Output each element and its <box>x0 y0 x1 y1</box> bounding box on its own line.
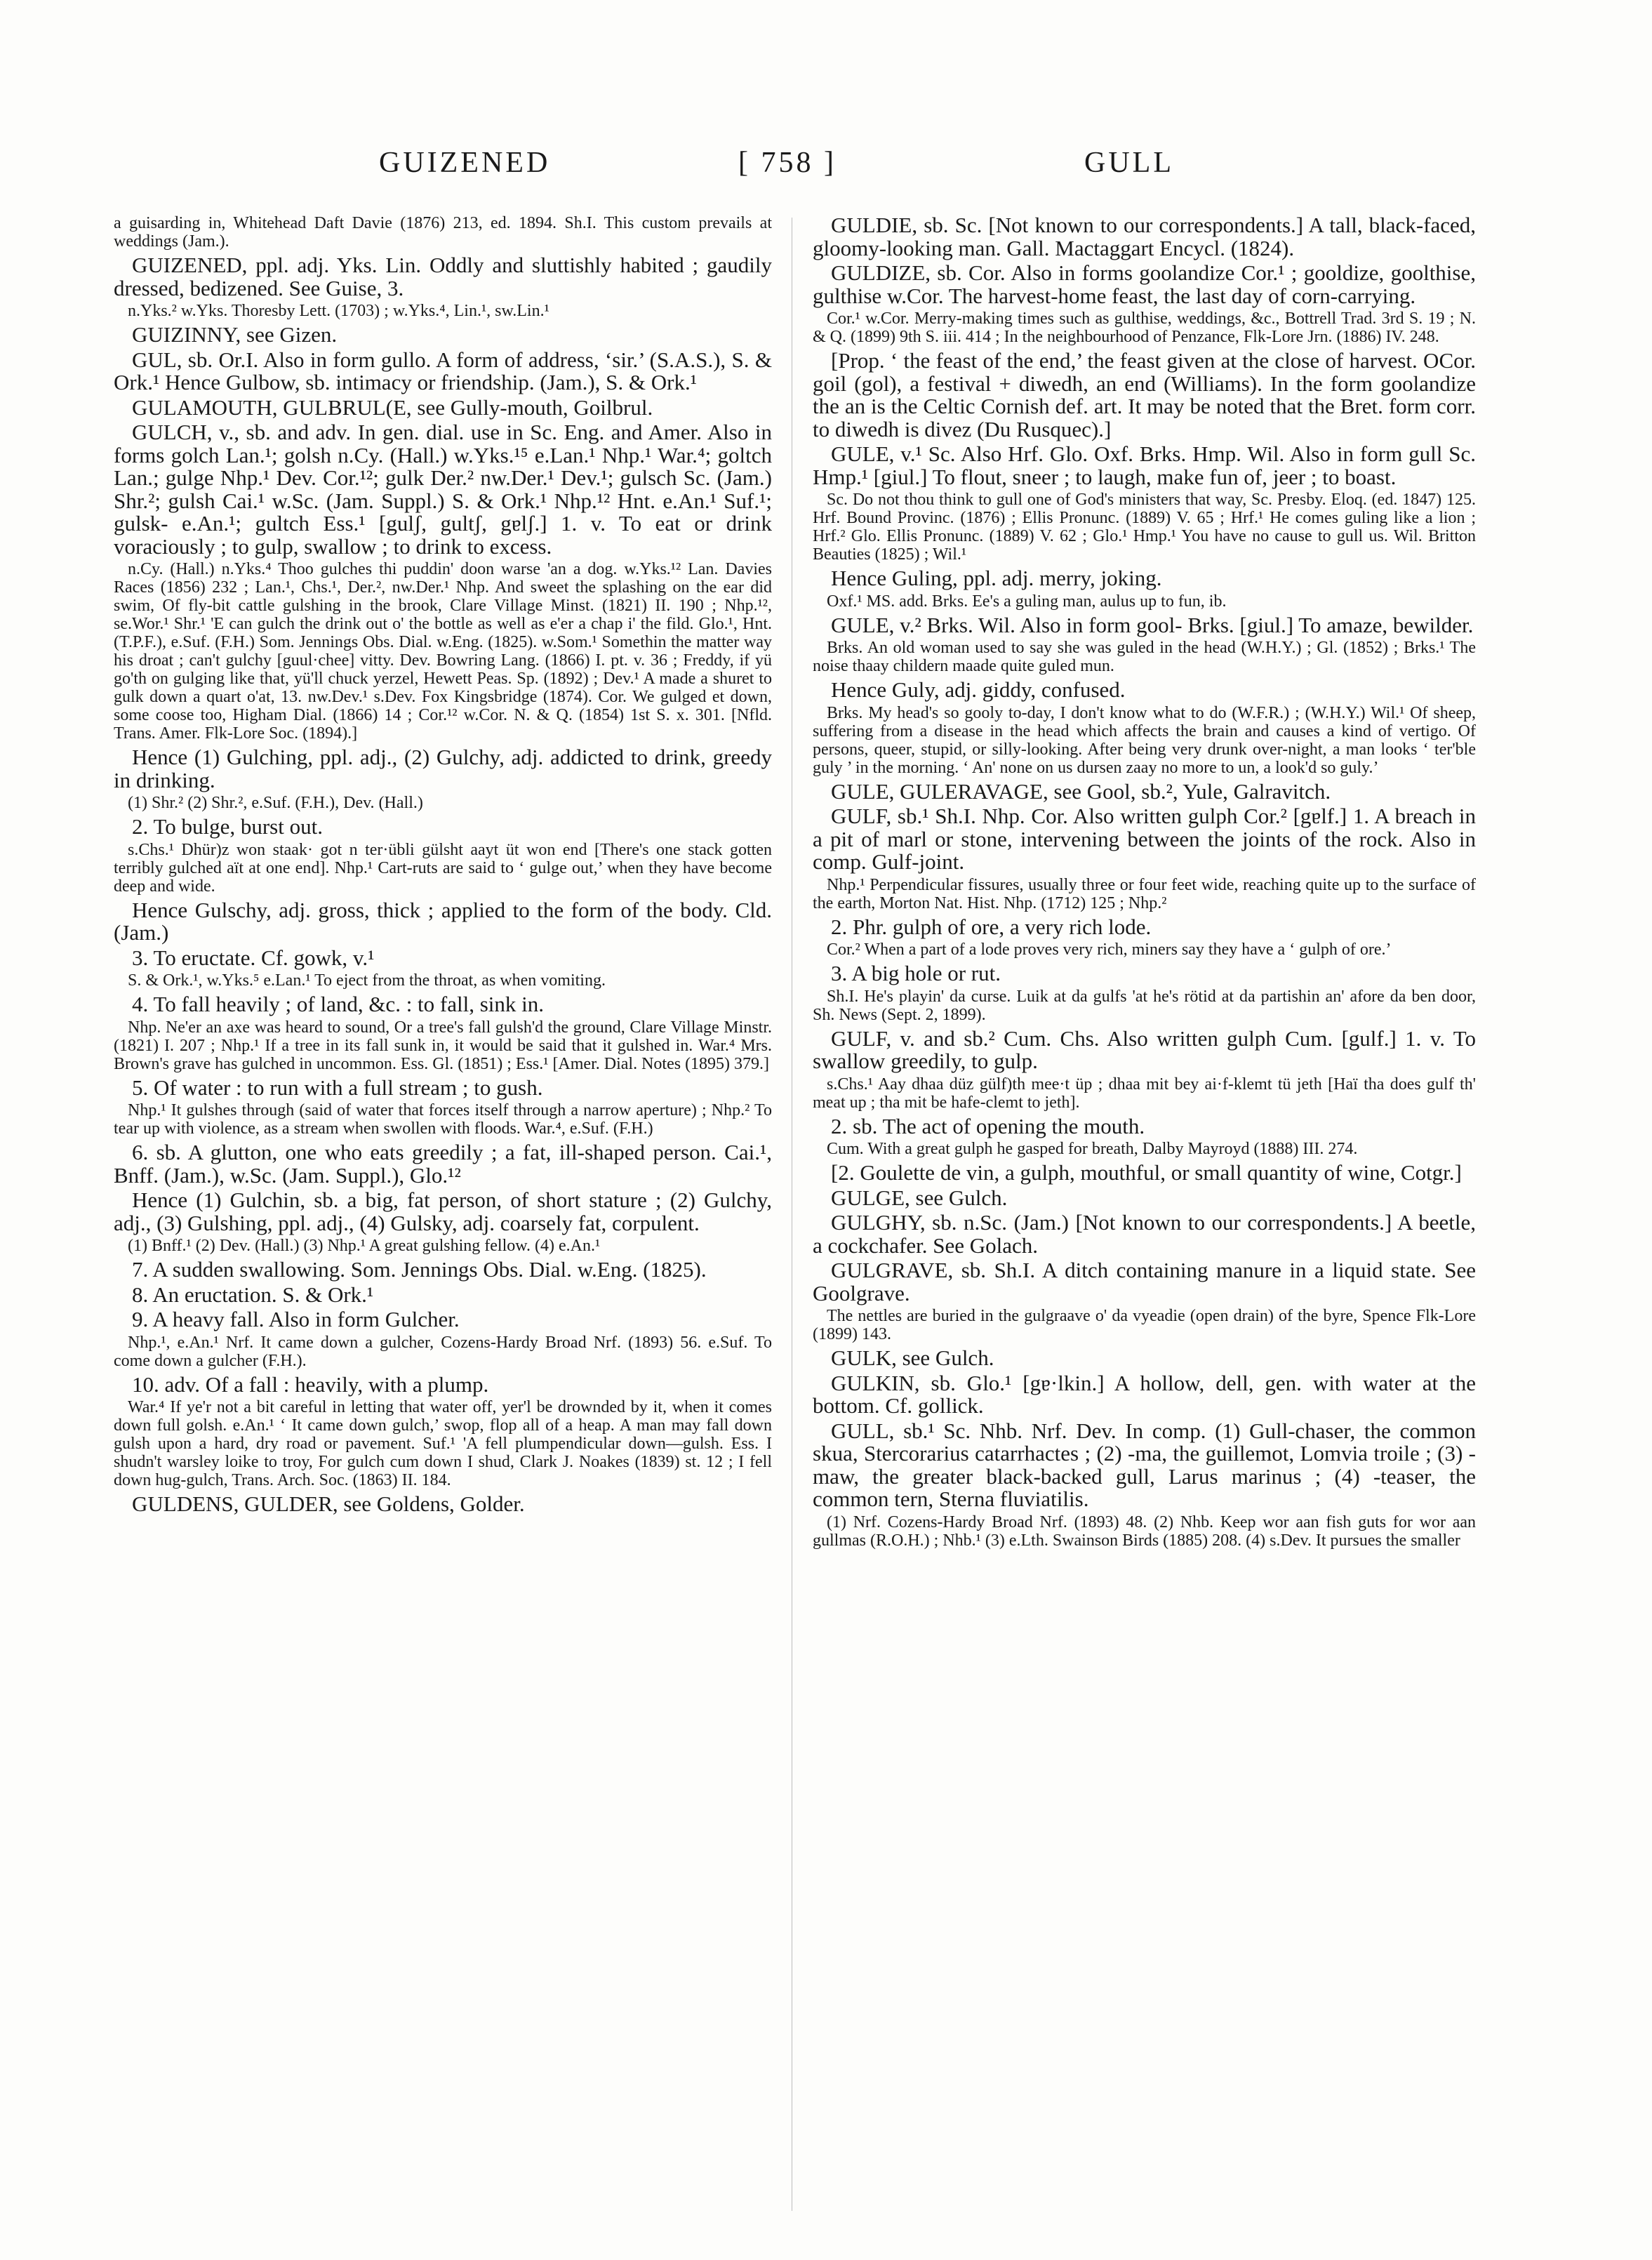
citation-text: (1) Shr.² (2) Shr.², e.Suf. (F.H.), Dev. (Hall.) <box>128 794 423 812</box>
dictionary-entry: GULDENS, GULDER, see Goldens, Golder. <box>132 1491 525 1516</box>
citation-text: (1) Bnff.¹ (2) Dev. (Hall.) (3) Nhp.¹ A great gulshing fellow. (4) e.An.¹ <box>128 1237 601 1255</box>
citation-text: s.Chs.¹ Aay dhaa düz gülf)th mee·t üp ; dhaa mit bey ai·f-klemt tü jeth [Haï tha does gulf th' meat up ; tha mit be hafe-clemt to jeth]. <box>813 1075 1476 1112</box>
dictionary-entry: GULGE, see Gulch. <box>831 1185 1008 1210</box>
dictionary-entry: 7. A sudden swallowing. Som. Jennings Obs. Dial. w.Eng. (1825). <box>132 1257 707 1282</box>
dictionary-entry: 9. A heavy fall. Also in form Gulcher. <box>132 1307 460 1331</box>
citation-text: (1) Nrf. Cozens-Hardy Broad Nrf. (1893) 48. (2) Nhb. Keep wor aan fish guts for wor aan gullmas (R.O.H.) ; Nhb.¹ (3) e.Lth. Swainson Birds (1885) 208. (4) s.Dev. It pursues the smaller <box>813 1513 1476 1550</box>
dictionary-entry: GULDIZE, sb. Cor. Also in forms goolandize Cor.¹ ; gooldize, goolthise, gulthise w.Cor. The harvest-home feast, the last day of corn-carrying. <box>813 260 1476 308</box>
dictionary-entry: GULDIE, sb. Sc. [Not known to our correspondents.] A tall, black-faced, gloomy-looking man. Gall. Mactaggart Encycl. (1824). <box>813 214 1476 260</box>
dictionary-entry: GUL, sb. Or.I. Also in form gullo. A form of address, ‘sir.’ (S.A.S.), S. & Ork.¹ Hence Gulbow, sb. intimacy or friendship. (Jam.), S. & Ork.¹ <box>114 347 772 394</box>
dictionary-entry: 2. sb. The act of opening the mouth. <box>831 1113 1145 1138</box>
citation-text: n.Yks.² w.Yks. Thoresby Lett. (1703) ; w.Yks.⁴, Lin.¹, sw.Lin.¹ <box>128 302 549 320</box>
dictionary-entry: GULK, see Gulch. <box>831 1345 994 1370</box>
citation-text: Cor.² When a part of a lode proves very rich, miners say they have a ‘ gulph of ore.’ <box>827 940 1392 959</box>
dictionary-entry: GULF, sb.¹ Sh.I. Nhp. Cor. Also written gulph Cor.² [gɐlf.] 1. A breach in a pit of marl or stone, intervening between the joints of the rock. Also in comp. Gulf-joint. <box>813 804 1476 874</box>
dictionary-entry: GULE, v.¹ Sc. Also Hrf. Glo. Oxf. Brks. Hmp. Wil. Also in form gull Sc. Hmp.¹ [giul.] To flout, sneer ; to laugh, make fun of, jeer ; to boast. <box>813 441 1476 489</box>
dictionary-entry: Hence Guly, adj. giddy, confused. <box>831 677 1126 702</box>
citation-text: Brks. An old woman used to say she was guled in the head (W.H.Y.) ; Gl. (1852) ; Brks.¹ The noise thaay childern maade quite guled mun. <box>813 639 1476 675</box>
dictionary-entry: GUIZENED, ppl. adj. Yks. Lin. Oddly and sluttishly habited ; gaudily dressed, bedizened. See Guise, 3. <box>114 253 772 300</box>
dictionary-entry: GULKIN, sb. Glo.¹ [gɐ·lkin.] A hollow, dell, gen. with water at the bottom. Cf. gollick. <box>813 1370 1476 1418</box>
dictionary-entry: GUIZINNY, see Gizen. <box>132 322 338 347</box>
citation-text: s.Chs.¹ Dhür)z won staak· got n ter·übli gülsht aayt üt won end [There's one stack gotten terribly gulched aït at one end]. Nhp.¹ Cart-ruts are said to ‘ gulge out,’ when they have become deep and wide. <box>114 840 772 896</box>
dictionary-entry: 5. Of water : to run with a full stream ; to gush. <box>132 1075 543 1100</box>
citation-text: Nhp.¹, e.An.¹ Nrf. It came down a gulcher, Cozens-Hardy Broad Nrf. (1893) 56. e.Suf. To come down a gulcher (F.H.). <box>114 1333 772 1370</box>
citation-text: Nhp.¹ It gulshes through (said of water that forces itself through a narrow aperture) ; Nhp.² To tear up with violence, as a stream when swollen with floods. War.⁴, e.Suf. (F.H.) <box>114 1101 772 1138</box>
citation-text: Nhp.¹ Perpendicular fissures, usually three or four feet wide, reaching quite up to the surface of the earth, Morton Nat. Hist. Nhp. (1712) 125 ; Nhp.² <box>813 875 1476 912</box>
right-headword: GULL <box>1084 147 1174 179</box>
dictionary-entry: GULGRAVE, sb. Sh.I. A ditch containing manure in a liquid state. See Goolgrave. <box>813 1258 1476 1305</box>
citation-text: a guisarding in, Whitehead Daft Davie (1876) 213, ed. 1894. Sh.I. This custom prevails at weddings (Jam.). <box>114 214 772 251</box>
dictionary-entry: GULL, sb.¹ Sc. Nhb. Nrf. Dev. In comp. (1) Gull-chaser, the common skua, Stercorarius catarrhactes ; (2) -ma, the guillemot, Lomvia troile ; (3) -maw, the greater black-backed gull, Larus marinus ; (4) -teaser, the common tern, Sterna fluviatilis. <box>813 1418 1476 1511</box>
dictionary-entry: 2. Phr. gulph of ore, a very rich lode. <box>831 914 1152 939</box>
citation-text: n.Cy. (Hall.) n.Yks.⁴ Thoo gulches thi puddin' doon warse 'an a dog. w.Yks.¹² Lan. Davies Races (1856) 232 ; Lan.¹, Chs.¹, Der.², nw.Der.¹ Nhp. And sweet the splashing on the ear did swim, Of fly-bit cattle gulshing in the brook, Clare Village Minst. (1821) II. 190 ; Nhp.¹², se.Wor.¹ Shr.¹ 'E can gulch the drink out o' the bottle as well as e'er a chap i' the fild. Glo.¹, Hnt. (T.P.F.), e.Suf. (F.H.) Som. Jennings Obs. Dial. w.Eng. (1825). w.Som.¹ Somethin the matter way his droat ; can't gulchy [guul·chee] vitty. Dev. Bowring Lang. (1866) I. pt. v. 36 ; Freddy, if yü go'th on gulging like that, yü'll chuck yerzel, Hewett Peas. Sp. (1892) ; Dev.¹ A made a shuret to gulk down a quart o'at, 13. nw.Dev.¹ s.Dev. Fox Kingsbridge (1874). Cor. We gulged et down, some coose too, Higham Dial. (1866) 14 ; Cor.¹² w.Cor. N. & Q. (1854) 1st S. x. 301. [Nfld. Trans. Amer. Flk-Lore Soc. (1894).] <box>114 560 772 743</box>
citation-text: Cor.¹ w.Cor. Merry-making times such as gulthise, weddings, &c., Bottrell Trad. 3rd S. 19 ; N. & Q. (1899) 9th S. iii. 414 ; In the neighbourhood of Penzance, Flk-Lore Jrn. (1886) IV. 248. <box>813 310 1476 346</box>
dictionary-entry: GULAMOUTH, GULBRUL(E, see Gully-mouth, Goilbrul. <box>132 394 653 420</box>
left-column <box>114 214 772 2221</box>
page-number: [ 758 ] <box>738 147 837 179</box>
citation-text: War.⁴ If ye'r not a bit careful in letting that water off, yer'l be drownded by it, when it comes down full golsh. e.An.¹ ‘ It came down gulch,’ swop, flop all of a heap. A man may fall down gulsh upon a hard, dry road or pavement. Suf.¹ 'A fell plumpendicular down—gulsh. Ess. I shudn't warsley loike to troy, For gulch cum down I shud, Clark J. Noakes (1839) st. 12 ; I fell down hug-gulch, Trans. Arch. Soc. (1863) II. 184. <box>114 1398 772 1489</box>
dictionary-entry: 4. To fall heavily ; of land, &c. : to fall, sink in. <box>132 992 545 1016</box>
citation-text: Sc. Do not thou think to gull one of God's ministers that way, Sc. Presby. Eloq. (ed. 1847) 125. Hrf. Bound Provinc. (1876) ; Ellis Pronunc. (1889) V. 65 ; Hrf.¹ He comes guling like a lion ; Hrf.² Glo. Ellis Pronunc. (1889) V. 62 ; Glo.¹ Hmp.¹ You have no cause to gull us. Wil. Britton Beauties (1825) ; Wil.¹ <box>813 491 1476 564</box>
dictionary-entry: 3. A big hole or rut. <box>831 961 1001 985</box>
dictionary-entry: GULGHY, sb. n.Sc. (Jam.) [Not known to our correspondents.] A beetle, a cockchafer. See Golach. <box>813 1210 1476 1258</box>
right-column <box>813 214 1476 2221</box>
dictionary-entry: Hence (1) Gulchin, sb. a big, fat person, of short stature ; (2) Gulchy, adj., (3) Gulshing, ppl. adj., (4) Gulsky, adj. coarsely fat, corpulent. <box>114 1188 772 1235</box>
dictionary-entry: 3. To eructate. Cf. gowk, v.¹ <box>132 945 375 970</box>
citation-text: S. & Ork.¹, w.Yks.⁵ e.Lan.¹ To eject from the throat, as when vomiting. <box>128 971 606 990</box>
dictionary-entry: GULE, v.² Brks. Wil. Also in form gool- Brks. [giul.] To amaze, bewilder. <box>831 612 1474 637</box>
dictionary-entry: GULCH, v., sb. and adv. In gen. dial. use in Sc. Eng. and Amer. Also in forms golch Lan.¹; golsh n.Cy. (Hall.) w.Yks.¹⁵ e.Lan.¹ Nhp.¹ War.⁴; goltch Lan.; gulge Nhp.¹ Dev. Cor.¹²; gulk Der.² nw.Der.¹ Dev.¹; gulsch Sc. (Jam.) Shr.²; gulsh Cai.¹ w.Sc. (Jam. Suppl.) S. & Ork.¹ Nhp.¹² Hnt. e.An.¹ Suf.¹; gulsk- e.An.¹; gultch Ess.¹ [gulʃ, gultʃ, gɐlʃ.] 1. v. To eat or drink voraciously ; to gulp, swallow ; to drink to excess. <box>114 420 772 559</box>
citation-text: Cum. With a great gulph he gasped for breath, Dalby Mayroyd (1888) III. 274. <box>827 1140 1358 1158</box>
left-headword: GUIZENED <box>379 147 551 179</box>
dictionary-entry: Hence Gulschy, adj. gross, thick ; applied to the form of the body. Cld. (Jam.) <box>114 897 772 945</box>
dictionary-entry: GULF, v. and sb.² Cum. Chs. Also written gulph Cum. [gulf.] 1. v. To swallow greedily, to gulp. <box>813 1025 1476 1073</box>
citation-text: Brks. My head's so gooly to-day, I don't know what to do (W.F.R.) ; (W.H.Y.) Wil.¹ Of sheep, suffering from a disease in the head which affects the brain and causes a kind of vertigo. Of persons, queer, stupid, or silly-looking. After being very drunk over-night, a man looks ‘ ter'ble guly ’ in the morning. ‘ An' none on us dursen zaay no more to un, a look'd so guly.’ <box>813 703 1476 777</box>
dictionary-entry: 8. An eructation. S. & Ork.¹ <box>132 1282 374 1307</box>
dictionary-entry: Hence Guling, ppl. adj. merry, joking. <box>831 566 1162 590</box>
citation-text: Nhp. Ne'er an axe was heard to sound, Or a tree's fall gulsh'd the ground, Clare Village Minstr. (1821) I. 207 ; Nhp.¹ If a tree in its fall sunk in, it would be said that it gulshed in. War.⁴ Mrs. Brown's grave has gulched in uncommon. Ess. Gl. (1851) ; Ess.¹ [Amer. Dial. Notes (1895) 379.] <box>114 1018 772 1073</box>
running-head <box>0 140 1652 190</box>
dictionary-entry: [Prop. ‘ the feast of the end,’ the feast given at the close of harvest. OCor. goil (gol), a festival + diwedh, an end (Williams). In the form goolandize the an is the Celtic Cornish def. art. It may be noted that the Bret. form corr. to diwedh is divez (Du Rusquec).] <box>813 348 1476 441</box>
dictionary-entry: GULE, GULERAVAGE, see Gool, sb.², Yule, Galravitch. <box>831 778 1331 804</box>
dictionary-entry: 10. adv. Of a fall : heavily, with a plump. <box>132 1371 489 1397</box>
dictionary-entry: 2. To bulge, burst out. <box>132 814 323 839</box>
citation-text: Sh.I. He's playin' da curse. Luik at da gulfs 'at he's rötid at da partishin an' afore da ben door, Sh. News (Sept. 2, 1899). <box>813 987 1476 1024</box>
citation-text: Oxf.¹ MS. add. Brks. Ee's a guling man, aulus up to fun, ib. <box>827 592 1227 611</box>
dictionary-entry: 6. sb. A glutton, one who eats greedily ; a fat, ill-shaped person. Cai.¹, Bnff. (Jam.), w.Sc. (Jam. Suppl.), Glo.¹² <box>114 1140 772 1188</box>
citation-text: The nettles are buried in the gulgraave o' da vyeadie (open drain) of the byre, Spence Flk-Lore (1899) 143. <box>813 1307 1476 1343</box>
dictionary-entry: [2. Goulette de vin, a gulph, mouthful, or small quantity of wine, Cotgr.] <box>831 1160 1462 1185</box>
dictionary-entry: Hence (1) Gulching, ppl. adj., (2) Gulchy, adj. addicted to drink, greedy in drinking. <box>114 745 772 792</box>
